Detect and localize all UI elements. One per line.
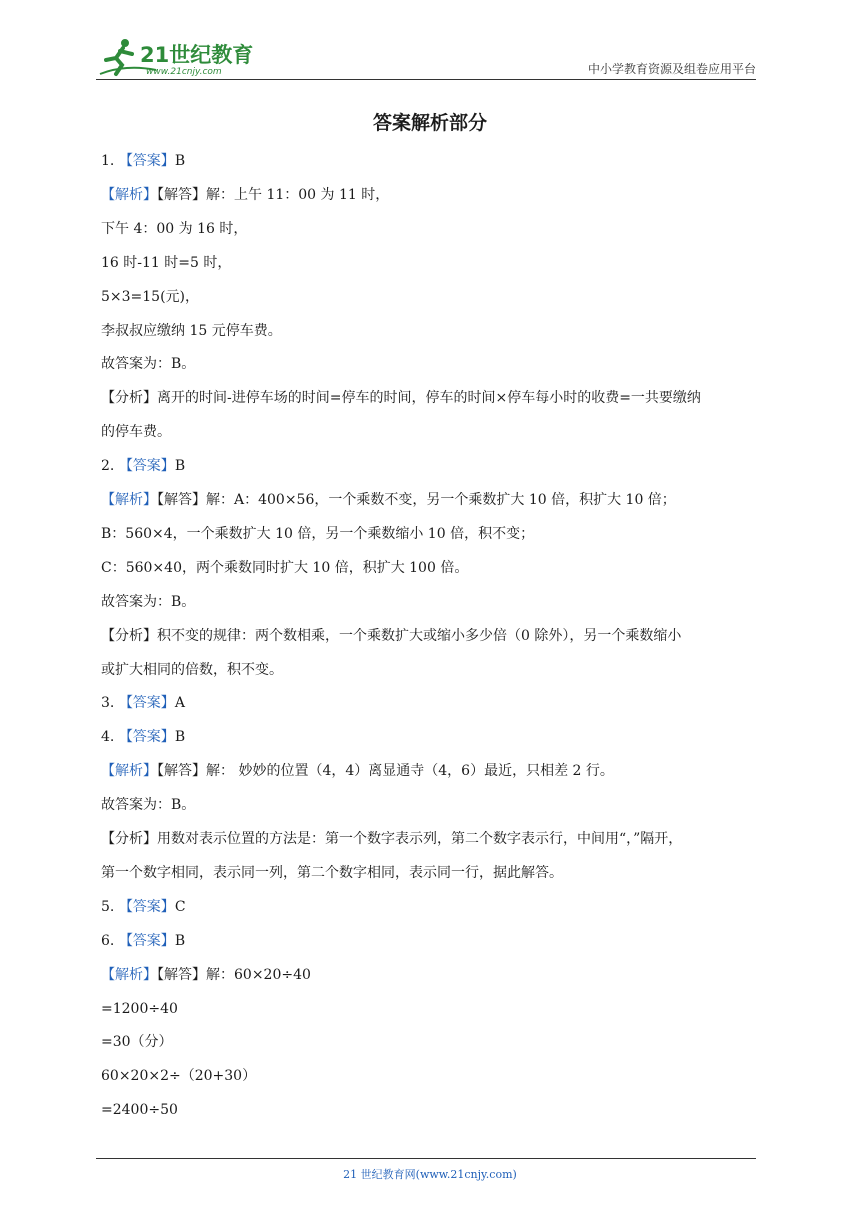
text-line (101, 627, 681, 645)
line-text: 16 时-11 时=5 时， (101, 255, 232, 271)
text-line (101, 966, 311, 984)
runner-logo-icon (96, 34, 266, 80)
text-line (101, 186, 389, 204)
text-line (101, 593, 195, 611)
text-line (101, 152, 185, 170)
text-line (101, 1067, 256, 1085)
text-line (101, 389, 701, 407)
line-text: C：560×40，两个乘数同时扩大 10 倍，积扩大 100 倍。 (101, 560, 469, 576)
line-text: 【解答】解： 妙妙的位置（4，4）离显通寺（4，6）最近，只相差 2 行。 (157, 763, 614, 779)
line-text: B (174, 933, 186, 949)
line-text: 下午 4：00 为 16 时， (101, 221, 248, 237)
logo-text: 21世纪教育 (140, 43, 254, 67)
line-text: 或扩大相同的倍数，积不变。 (101, 662, 283, 678)
line-text: 故答案为：B。 (101, 797, 196, 813)
label-tag: 【答案】 (118, 153, 175, 169)
line-text: 5. (101, 899, 119, 915)
label-tag: 【答案】 (118, 695, 175, 711)
line-text: 5×3=15(元)， (101, 289, 200, 305)
page-title: 答案解析部分 (372, 112, 487, 134)
text-line (101, 932, 185, 950)
line-text: 【分析】离开的时间-进停车场的时间=停车的时间，停车的时间×停车每小时的收费=一共要缴纳 (101, 390, 701, 406)
line-text: B (174, 729, 186, 745)
text-line (101, 1033, 173, 1051)
line-text: B：560×4，一个乘数扩大 10 倍，另一个乘数缩小 10 倍，积不变； (101, 526, 535, 542)
label-tag: 【答案】 (118, 899, 175, 915)
label-tag: 【答案】 (118, 933, 175, 949)
line-text: 故答案为：B。 (101, 594, 196, 610)
text-line (101, 220, 247, 238)
label-tag: 【解析】 (101, 187, 157, 203)
text-line (101, 728, 185, 746)
line-text: 2. (101, 458, 119, 474)
text-line (101, 762, 614, 780)
text-line (101, 694, 185, 712)
text-line (101, 830, 682, 848)
line-text: 故答案为：B。 (101, 356, 196, 372)
label-tag: 【解析】 (101, 763, 157, 779)
line-text: C (174, 899, 186, 915)
text-line (101, 661, 283, 679)
label-tag: 【解析】 (101, 492, 157, 508)
footer-divider (96, 1158, 756, 1159)
line-text: 李叔叔应缴纳 15 元停车费。 (101, 323, 282, 339)
text-line (101, 423, 171, 441)
line-text: 60×20×2÷（20+30） (101, 1068, 257, 1084)
line-text: 【解答】解：上午 11：00 为 11 时， (157, 187, 390, 203)
line-text: B (174, 458, 186, 474)
text-line (101, 864, 563, 882)
line-text: A (174, 695, 185, 711)
label-tag: 【解析】 (101, 967, 157, 983)
header-divider (96, 79, 756, 80)
text-line (101, 288, 199, 306)
line-text: 【分析】积不变的规律：两个数相乘，一个乘数扩大或缩小多少倍（0 除外），另一个乘数缩小 (101, 628, 682, 644)
line-text: 4. (101, 729, 119, 745)
text-line (101, 254, 231, 272)
line-text: B (174, 153, 186, 169)
text-line (101, 491, 676, 509)
line-text: =1200÷40 (101, 1001, 178, 1017)
label-tag: 【答案】 (118, 729, 175, 745)
line-text: 第一个数字相同，表示同一列，第二个数字相同，表示同一行，据此解答。 (101, 865, 563, 881)
line-text: 【解答】解：60×20÷40 (157, 967, 311, 983)
text-line (101, 525, 534, 543)
text-line (101, 322, 282, 340)
page-header (96, 34, 756, 80)
text-line (101, 355, 195, 373)
text-line (101, 1000, 178, 1018)
line-text: 【分析】用数对表示位置的方法是：第一个数字表示列，第二个数字表示行，中间用“，”隔开， (101, 831, 683, 847)
text-line (101, 898, 186, 916)
site-logo (96, 34, 266, 80)
line-text: 1. (101, 153, 119, 169)
text-line (101, 559, 468, 577)
text-line (101, 1101, 178, 1119)
text-line (101, 457, 185, 475)
line-text: 6. (101, 933, 119, 949)
label-tag: 【答案】 (118, 458, 175, 474)
text-line (101, 796, 195, 814)
line-text: 3. (101, 695, 119, 711)
line-text: 【解答】解：A：400×56，一个乘数不变，另一个乘数扩大 10 倍，积扩大 10 倍； (157, 492, 676, 508)
site-tagline: 中小学教育资源及组卷应用平台 (587, 62, 756, 76)
page-footer: 21 世纪教育网(www.21cnjy.com) (343, 1168, 517, 1181)
logo-url: www.21cnjy.com (146, 67, 222, 77)
line-text: =30（分） (101, 1034, 173, 1050)
line-text: 的停车费。 (101, 424, 171, 440)
line-text: =2400÷50 (101, 1102, 178, 1118)
